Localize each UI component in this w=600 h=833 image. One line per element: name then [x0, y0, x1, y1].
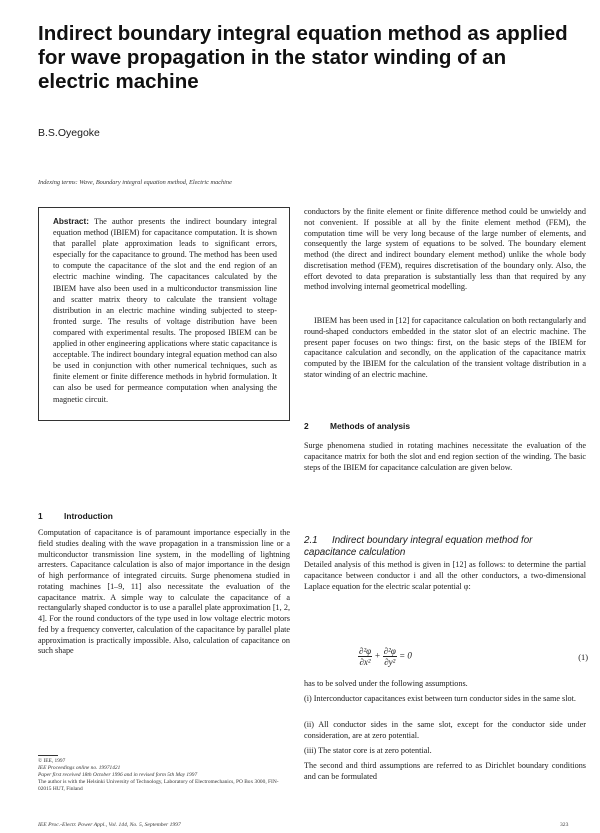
paper-title: Indirect boundary integral equation method as applied for wave propagation in the stator winding of an electric machine	[38, 22, 568, 93]
received-note: Paper first received 18th October 1996 and in revised form 5th May 1997	[38, 772, 198, 778]
intro-text: Computation of capacitance is of paramount importance especially in the field studies dealing with the wave propagation in a transmission line or a multiconductor transmission line system, in the modelling of lightning arresters. Capacitance calculation is also of major importance in the design of high performance of integrated circuits. Surge phenomena studied in rotating machines [1–9, 11] also necessitate the evaluation of the capacitance matrix. A simple way to calculate the capacitance of a rectangularly shaped conductor is to use a parallel plate approximation [1, 2, 4]. For the round conductors of the type used in low voltage electric motors fed by a frequency converter, calculation of the capacitance by parallel plate approximation is practically impossible. Also, calculation of capacitance on such shape	[38, 528, 290, 656]
methods-heading	[304, 421, 410, 431]
subsection-title: Indirect boundary integral equation method for capacitance calculation	[304, 535, 533, 558]
abstract-box	[38, 207, 290, 421]
laplace-equation	[358, 646, 588, 672]
abstract-text: The author presents the indirect boundary integral equation method (IBIEM) for capacitance computation. It is shown that parallel plate approximation leads to significant errors, especially for the capacitance to ground. The method has been used to compute the capacitance of the slot and the end region of an electric machine winding. The capacitances calculated by the IBIEM have also been used in a multiconductor transmission line and scatter matrix theory to calculate the transient voltage distribution in an electric machine winding subjected to steep-fronted surge. The results of voltage distribution have been compared with experimental results. The proposed IBIEM can be applied in other engineering applications where static capacitance is acceptable. The indirect boundary integral equation method can also be used in conjunction with other numerical techniques, such as finite element or finite difference methods in hybrid formulation. It can also be used for permeance computation when analysing the magnetic circuit.	[53, 217, 277, 404]
equation-plus: +	[374, 650, 381, 661]
methods-title: Methods of analysis	[330, 421, 411, 431]
equation-term-1: $\frac{\text{∂²φ}}{\text{∂x²}}$	[359, 646, 372, 667]
copyright-note: © IEE, 1997	[38, 758, 66, 764]
assumption-item: (ii) All conductor sides in the same slot, except for the conductor side under consideration, are at zero potential.	[304, 720, 586, 740]
intro-number: 1	[38, 511, 43, 521]
assumption-item: (i) Interconductor capacitances exist between turn conductor sides in the same slot.	[304, 694, 576, 703]
right-paragraph-1: conductors by the finite element or finite difference method could be unwieldy and not convenient. If possible at all by the finite element method (FEM), the computation time will be very long because of the large number of elements, and consequently the large system of equations to be solved. The boundary element method (the direct and indirect boundary element method) unlike the whole body discretisation method (FEM), requires discretisation of the boundary only. Also, the effort devoted to data preparation is substantially less than that required by any method involving internal geometrical modelling.	[304, 207, 586, 292]
equation-rhs: = 0	[399, 650, 412, 661]
indexing-terms: Indexing terms: Wave, Boundary integral equation method, Electric machine	[38, 179, 232, 186]
intro-heading	[38, 511, 113, 521]
footnote-divider	[38, 755, 58, 756]
assumption-item: (iii) The stator core is at zero potential.	[304, 746, 432, 755]
subsection-number: 2.1	[304, 535, 318, 546]
page-number: 323	[560, 822, 569, 828]
methods-number: 2	[304, 421, 309, 431]
assumptions-intro: has to be solved under the following assumptions.	[304, 679, 468, 688]
proceedings-note: IEE Proceedings online no. 19971421	[38, 765, 121, 771]
abstract-paragraph	[53, 216, 277, 405]
right-paragraph-2: IBIEM has been used in [12] for capacitance calculation on both rectangularly and round-shaped conductors embedded in the stator slot of an electric machine. The present paper focuses on two things: first, on the basic steps of the IBIEM for capacitance calculation and secondly, on the application of the capacitance matrix computed by the IBIEM for the calculation of the transient voltage distribution in a stator winding of an electric machine.	[304, 316, 586, 379]
author-name: B.S.Oyegoke	[38, 127, 100, 139]
intro-title: Introduction	[64, 511, 113, 521]
methods-text: Surge phenomena studied in rotating machines necessitate the evaluation of the capacitance matrix for both the slot and end region section of the winding. The basic steps of the IBIEM for capacitance calculation are given below.	[304, 441, 586, 472]
equation-term-2: $\frac{\text{∂²φ}}{\text{∂y²}}$	[383, 646, 396, 667]
subsection-heading	[304, 535, 586, 558]
subsection-text: Detailed analysis of this method is given in [12] as follows: to determine the partial capacitance between conductor i and all the other conductors, a two-dimensional Laplace equation for the electric scalar potential φ:	[304, 560, 586, 591]
affiliation-note: The author is with the Helsinki University of Technology, Laboratory of Electromechanics, PO Box 3000, FIN-02015 HUT, Finland	[38, 779, 279, 792]
journal-footer: IEE Proc.-Electr. Power Appl., Vol. 144, No. 5, September 1997	[38, 822, 181, 828]
abstract-heading: Abstract:	[53, 217, 89, 226]
closing-paragraph: The second and third assumptions are referred to as Dirichlet boundary conditions and can be formulated	[304, 761, 586, 781]
equation-number: (1)	[578, 653, 588, 662]
footnotes	[38, 758, 288, 793]
